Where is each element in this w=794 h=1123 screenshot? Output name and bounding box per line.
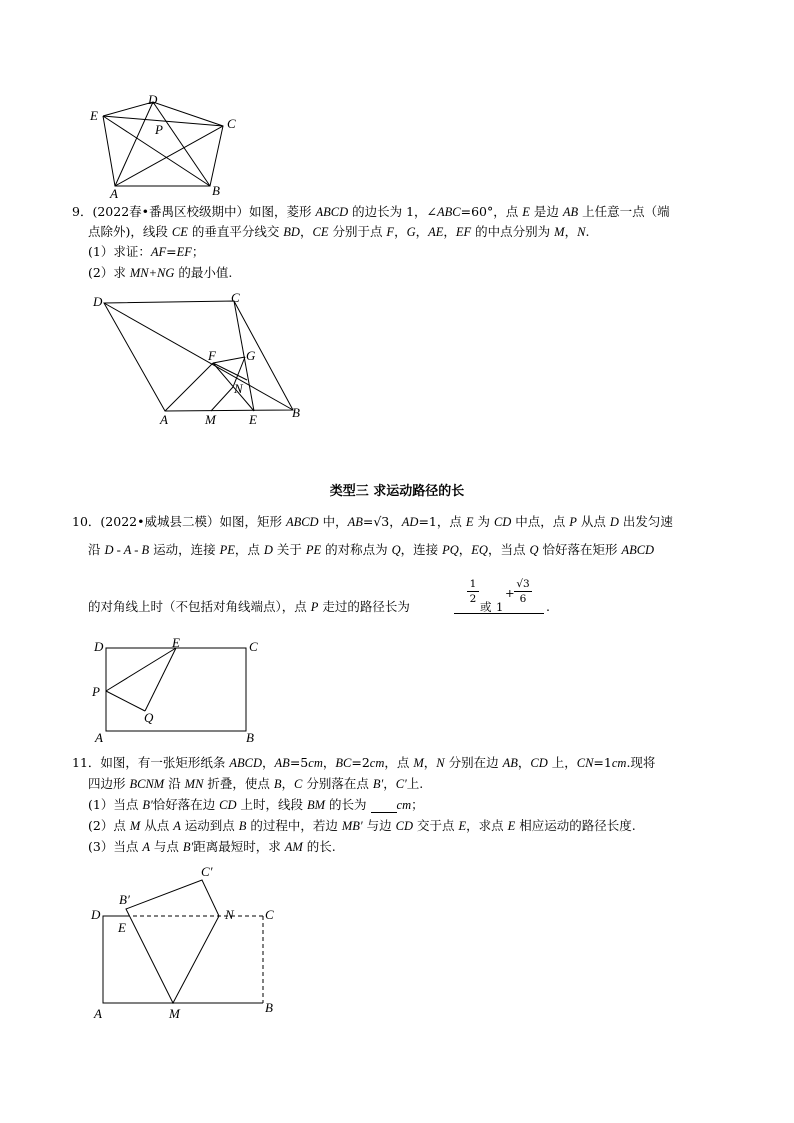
frac-1-bar (467, 591, 479, 592)
q10-line1: 10．(2022•威城县二模）如图，矩形 ABCD 中，AB=√3，AD=1，点 E 为 CD 中点，点 P 从点 D 出发匀速 (72, 514, 673, 529)
label-D: D (91, 907, 101, 922)
q11-sub1: (1）当点 B′恰好落在边 CD 上时，线段 BM 的长为 cm； (88, 797, 424, 812)
label-A: A (160, 412, 168, 427)
figure-1-pentagon (85, 92, 245, 202)
label-G: G (246, 348, 256, 363)
label-B: B (212, 183, 220, 198)
answer-or: 或 (480, 600, 492, 614)
label-A: A (94, 1006, 102, 1021)
q10-line3: 的对角线上时（不包括对角线端点），点 P 走过的路径长为 (88, 599, 410, 614)
label-Cp: C′ (201, 864, 213, 879)
answer-one: 1 (496, 600, 504, 614)
q10-answer-period: . (546, 599, 550, 614)
label-C: C (265, 907, 274, 922)
q9-line2: 点除外)，线段 CE 的垂直平分线交 BD，CE 分别于点 F，G，AE，EF 的中点分别为 M，N. (88, 224, 590, 239)
q9-sub2: (2）求 MN+NG 的最小值. (88, 265, 233, 280)
label-C: C (227, 116, 236, 131)
q9-sub1: (1）求证：AF=EF； (88, 244, 205, 259)
sqrt-3: √3 (373, 514, 390, 529)
label-N: N (234, 381, 243, 396)
frac-2-num: √3 (516, 578, 530, 590)
frac-1-den: 2 (469, 593, 477, 605)
label-F: F (208, 348, 216, 363)
label-A: A (110, 186, 118, 201)
figure-2-rhombus (90, 290, 310, 430)
label-Q: Q (144, 710, 154, 725)
figure-2-svg (90, 290, 310, 430)
label-P: P (155, 122, 163, 137)
label-C: C (249, 639, 258, 654)
label-E: E (118, 920, 126, 935)
label-A: A (95, 730, 103, 745)
figure-3-svg (88, 635, 268, 745)
label-M: M (169, 1006, 180, 1021)
label-D: D (93, 294, 103, 309)
q10-line2: 沿 D - A - B 运动，连接 PE，点 D 关于 PE 的对称点为 Q，连接 PQ，EQ，当点 Q 恰好落在矩形 ABCD (88, 542, 655, 557)
label-D: D (148, 92, 158, 107)
frac-2-den: 6 (519, 593, 527, 605)
figure-4-svg (88, 860, 288, 1025)
label-N: N (225, 907, 234, 922)
q9-line1: 9．(2022春•番禺区校级期中）如图，菱形 ABCD 的边长为 1，∠ABC=60°，点 E 是边 AB 上任意一点（端 (72, 204, 670, 219)
q11-answer-blank (371, 798, 397, 813)
label-E: E (172, 635, 180, 650)
q11-line1: 11．如图，有一张矩形纸条 ABCD，AB=5cm，BC=2cm，点 M，N 分别在边 AB，CD 上，CN=1cm.现将 (72, 755, 656, 770)
label-M: M (205, 412, 216, 427)
figure-4-folded-strip (88, 860, 288, 1025)
label-B: B (246, 730, 254, 745)
figure-3-rectangle (88, 635, 268, 745)
frac-2-bar (514, 591, 532, 592)
q11-sub2: (2）点 M 从点 A 运动到点 B 的过程中，若边 MB′ 与边 CD 交于点 E，求点 E 相应运动的路径长度. (88, 818, 636, 833)
label-Bp: B′ (119, 892, 130, 907)
label-C: C (231, 290, 240, 305)
label-B: B (265, 1000, 273, 1015)
section-heading: 类型三 求运动路径的长 (329, 484, 465, 499)
answer-plus: + (505, 586, 515, 600)
frac-1-num: 1 (469, 578, 477, 590)
q11-sub3: (3）当点 A 与点 B′距离最短时，求 AM 的长. (88, 839, 336, 854)
label-E: E (90, 108, 98, 123)
label-E: E (249, 412, 257, 427)
label-D: D (94, 639, 104, 654)
label-B: B (292, 405, 300, 420)
label-P: P (92, 684, 100, 699)
figure-1-svg (85, 92, 245, 202)
q11-line2: 四边形 BCNM 沿 MN 折叠，使点 B，C 分别落在点 B′，C′上. (88, 776, 424, 791)
